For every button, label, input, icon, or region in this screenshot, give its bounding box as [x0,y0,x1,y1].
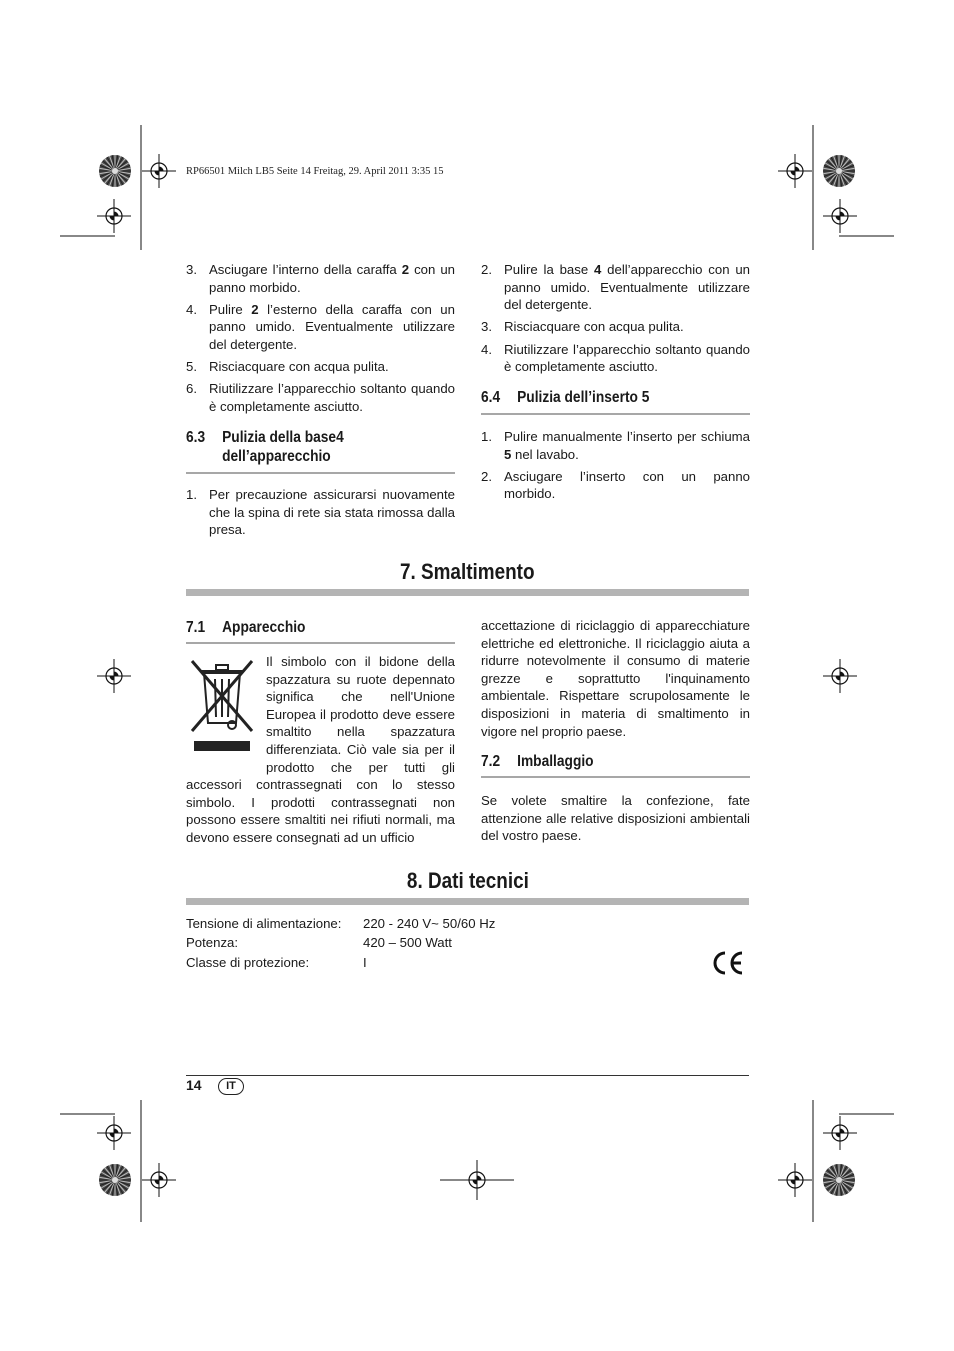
spec-row [186,933,495,952]
part-number: 5 [504,446,512,462]
insert-cleaning-steps-list [481,428,750,503]
base-cleaning-steps-cont-list [481,261,750,376]
left-column-top [186,261,455,420]
step-number: 6. [186,381,197,397]
technical-data-table [186,914,495,972]
packaging-disposal-text: Se volete smaltire la confezione, fate attenzione alle relative disposizioni ambientali del vostro paese. [481,793,750,844]
step-number: 3. [186,262,197,277]
page-number: 14 [186,1077,202,1093]
section-7-1-body-cont [481,617,750,740]
spec-value: 220 - 240 V~ 50/60 Hz [363,916,496,931]
registration-mark-icon [97,1116,131,1150]
step-number: 3. [481,319,492,335]
section-7-2-heading: 7.2 Imballaggio [481,753,594,770]
weee-disposal-text-cont: accettazione di riciclaggio di apparecchiature elettriche ed elettroniche. Il riciclaggio aiuta a ridurre notevolmente il consumo di materie grezze e soprattutto l'inquinamento ambientale. Rispettare scrupolosamente le disposizioni in materia di smaltimento in vigore nel proprio paese. [481,618,750,739]
section-6-4-body [481,428,750,508]
section-rule [186,642,455,644]
step-number: 2. [481,468,492,484]
list-item: 2. Asciugare l’inserto con un panno morbido. [481,468,750,502]
cleaning-steps-list [186,261,455,416]
registration-mark-icon [142,154,176,188]
print-slug-line: RP66501 Milch LB5 Seite 14 Freitag, 29. April 2011 3:35 15 [186,166,444,177]
list-item: 4. Pulire 2 l’esterno della caraffa con un panno umido. Eventualmente utilizzare del detergente. [186,301,455,352]
list-item: 2. Pulire la base 4 dell’apparecchio con un panno umido. Eventualmente utilizzare del detergente. [481,262,750,313]
step-number: 2. [481,262,492,277]
section-6-3-heading: 6.3 Pulizia della base4 dell’apparecchio [186,429,344,465]
section-6-4-heading: 6.4 Pulizia dell’inserto 5 [481,389,650,406]
registration-mark-icon [142,1163,176,1197]
section-rule [481,413,750,415]
registration-mark-icon [778,154,812,188]
section-7-2-body [481,792,750,845]
spec-value: 420 – 500 Watt [363,935,452,951]
chapter-rule [186,898,749,905]
registration-mark-icon [823,199,857,233]
list-item: 1. Pulire manualmente l’inserto per schiuma 5 nel lavabo. [481,429,750,462]
color-calibration-wheel-icon [823,1164,855,1196]
part-number: 4 [594,262,602,277]
spec-label: Tensione di alimentazione: [186,916,342,931]
right-column-top [481,261,750,380]
registration-mark-icon [823,1116,857,1150]
registration-mark-icon [97,659,131,693]
list-item: 1. Per precauzione assicurarsi nuovamente che la spina di rete sia stata rimossa dalla presa. [186,487,455,538]
color-calibration-wheel-icon [99,155,131,187]
spec-row [186,953,495,972]
list-item: 5. Risciacquare con acqua pulita. [186,359,389,375]
chapter-8-title: 8. Dati tecnici [406,868,529,893]
ce-mark-icon [709,949,745,982]
part-number: 2 [251,301,259,317]
step-number: 4. [481,341,492,357]
list-item: 3. Asciugare l’interno della caraffa 2 con un panno morbido. [186,262,455,295]
section-rule [481,776,750,778]
section-7-1-body [186,653,455,847]
registration-mark-icon [97,199,131,233]
section-rule [186,472,455,474]
step-number: 4. [186,301,197,317]
step-number: 1. [481,429,492,444]
registration-mark-icon [823,659,857,693]
part-number: 2 [401,262,410,277]
step-number: 5. [186,359,197,375]
weee-disposal-text: Il simbolo con il bidone della spazzatura su ruote depennato significa che nell'Unione Europea il prodotto deve essere smaltito nella spazzatura differenziata. Ciò vale sia per il prodotto che per tutti gli accessori contrassegnati con lo stesso simbolo. I prodotti contrassegnati non possono essere smaltiti nei rifiuti normali, ma devono essere consegnati ad un ufficio [186,654,455,845]
chapter-7-title: 7. Smaltimento [400,559,535,584]
section-7-1-heading: 7.1 Apparecchio [186,619,306,636]
color-calibration-wheel-icon [99,1164,131,1196]
spec-label: Potenza: [186,935,239,951]
list-item: 3. Risciacquare con acqua pulita. [481,319,684,335]
footer-rule [186,1075,749,1076]
base-cleaning-steps-list [186,486,455,539]
registration-mark-icon [778,1163,812,1197]
list-item: 4. Riutilizzare l’apparecchio soltanto quando è completamente asciutto. [481,341,750,375]
step-number: 1. [186,487,197,502]
spec-value: I [363,954,367,970]
list-item: 6. Riutilizzare l’apparecchio soltanto quando è completamente asciutto. [186,381,455,414]
spec-label: Classe di protezione: [186,954,310,970]
spec-row [186,914,495,933]
language-badge: IT [218,1078,244,1095]
color-calibration-wheel-icon [823,155,855,187]
section-6-3-body [186,486,455,543]
chapter-rule [186,589,749,596]
crossed-out-wheelie-bin-icon [186,655,258,759]
